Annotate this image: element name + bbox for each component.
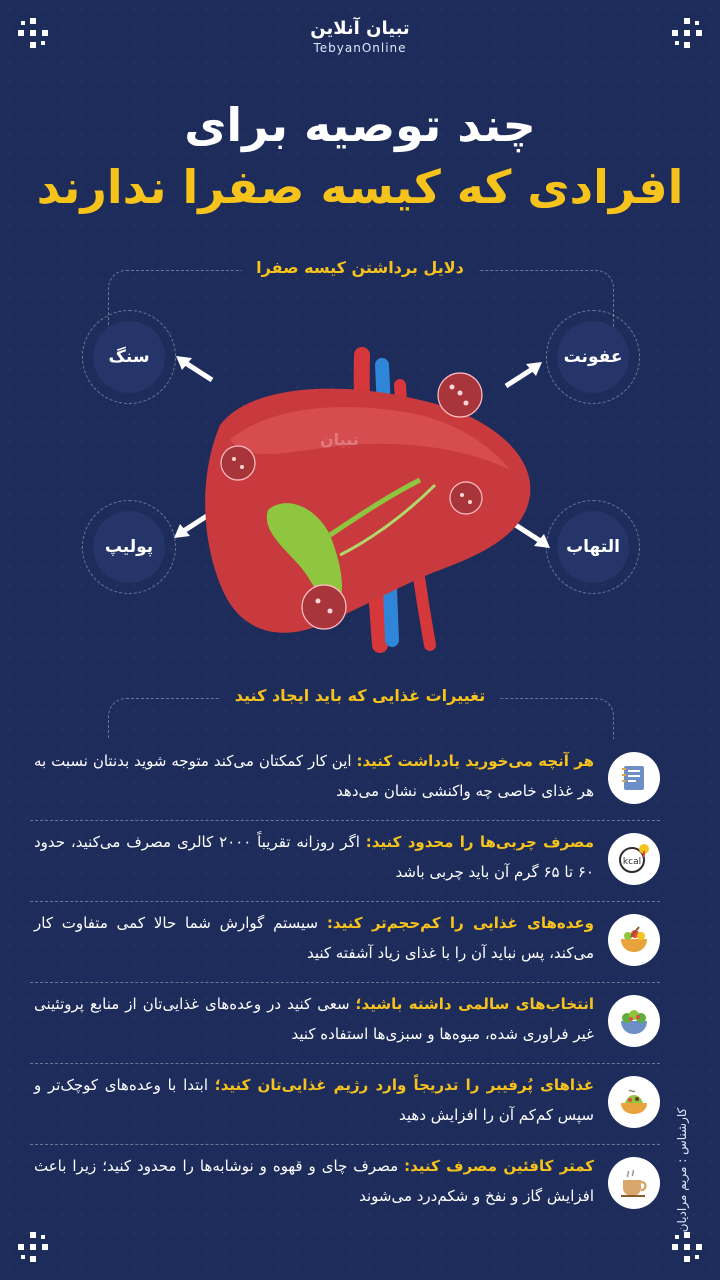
tip-text: هر آنچه می‌خورید یادداشت کنید: این کار کمکتان می‌کند متوجه شوید بدنتان نسبت به هر غذای خاصی چه واکنشی نشان می‌دهد bbox=[34, 752, 594, 800]
page-title-line1: چند توصیه برای bbox=[184, 98, 536, 152]
svg-text:kcal: kcal bbox=[622, 857, 642, 867]
tip-text: کمتر کافئین مصرف کنید: مصرف چای و قهوه و نوشابه‌ها را محدود کنید؛ زیرا باعث افزایش گاز و نفخ و شکم‌درد می‌شوند bbox=[34, 1157, 594, 1205]
bowl-icon bbox=[608, 914, 660, 966]
causes-frame bbox=[108, 270, 614, 331]
food-plate-icon bbox=[608, 1076, 660, 1128]
list-item bbox=[30, 1145, 660, 1225]
cause-polyp: پولیپ bbox=[82, 500, 176, 594]
brand-logo bbox=[0, 18, 720, 55]
corner-decoration bbox=[18, 1232, 48, 1262]
list-item bbox=[30, 1064, 660, 1145]
tip-text: مصرف چربی‌ها را محدود کنید: اگر روزانه تقریباً ۲۰۰۰ کالری مصرف می‌کنید، حدود ۶۰ تا ۶۵ گرم آن باید چربی باشد bbox=[34, 833, 594, 881]
tips-title: تغییرات غذایی که باید ایجاد کنید bbox=[0, 686, 720, 705]
liver-illustration bbox=[190, 345, 540, 655]
salad-icon bbox=[608, 995, 660, 1047]
tip-text: وعده‌های غذایی را کم‌حجم‌تر کنید: سیستم گوارش شما حالا کمی متفاوت کار می‌کند، پس نباید آن را با غذای زیاد آشفته کنید bbox=[34, 914, 594, 962]
list-item bbox=[30, 983, 660, 1064]
tip-text: غذاهای پُرفیبر را تدریجاً وارد رژیم غذایی‌تان کنید؛ ابتدا با وعده‌های کوچک‌تر و سپس کم‌کم آن را افزایش دهید bbox=[34, 1076, 594, 1124]
liver-watermark: تبیان bbox=[320, 430, 359, 449]
logo-persian: تبیان آنلاین bbox=[310, 18, 410, 39]
coffee-cup-icon bbox=[608, 1157, 660, 1209]
cause-inflammation: التهاب bbox=[546, 500, 640, 594]
page-title-line2: افرادی که کیسه صفرا ندارند bbox=[36, 160, 684, 214]
tips-list bbox=[30, 740, 660, 1225]
kcal-icon bbox=[608, 833, 660, 885]
list-item bbox=[30, 902, 660, 983]
tip-text: انتخاب‌های سالمی داشته باشید؛ سعی کنید در وعده‌های غذایی‌تان از منابع پروتئینی غیر فراوری شده، میوه‌ها و سبزی‌ها استفاده کنید bbox=[34, 995, 594, 1043]
expert-credit: کارشناس : مریم مرادیان bbox=[675, 1107, 689, 1233]
notebook-icon bbox=[608, 752, 660, 804]
cause-stone: سنگ bbox=[82, 310, 176, 404]
logo-english: TebyanOnline bbox=[313, 41, 407, 55]
causes-title: دلایل برداشتن کیسه صفرا bbox=[0, 258, 720, 277]
list-item bbox=[30, 821, 660, 902]
cause-infection: عفونت bbox=[546, 310, 640, 404]
list-item bbox=[30, 740, 660, 821]
